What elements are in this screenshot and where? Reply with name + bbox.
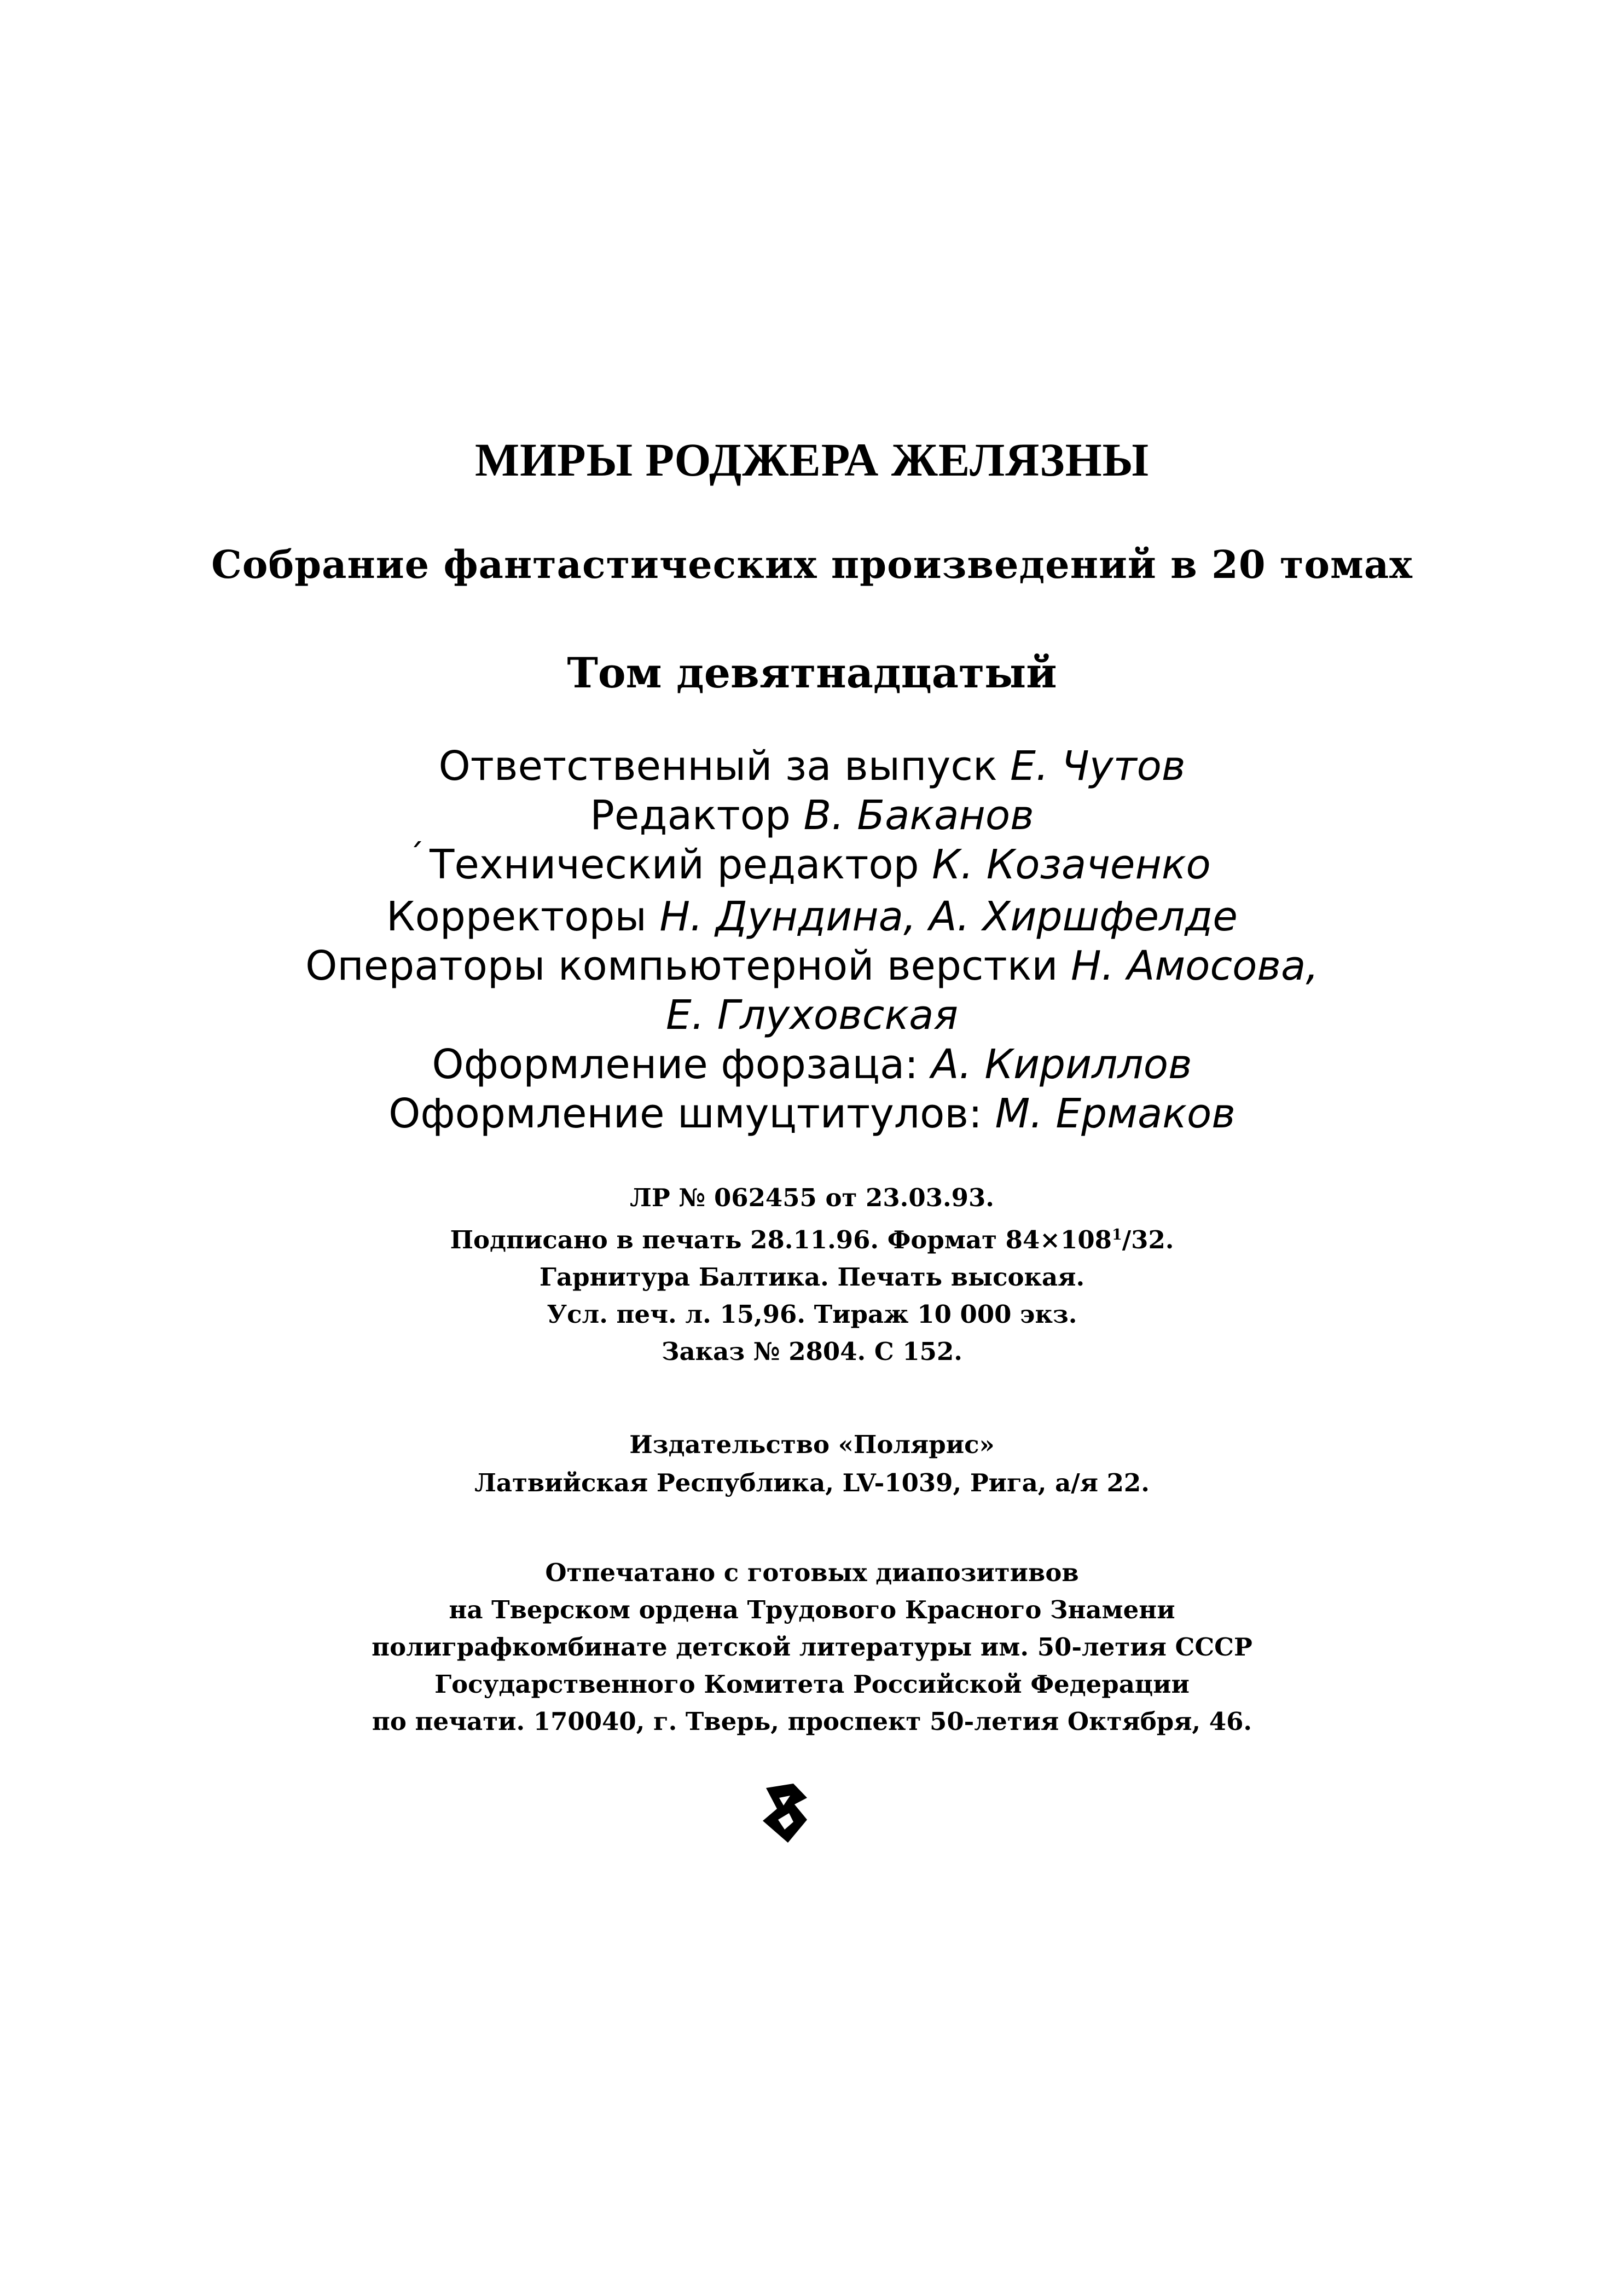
credit-name: В. Баканов [803, 792, 1034, 839]
order-line: Заказ № 2804. С 152. [662, 1337, 962, 1366]
credit-name: Е. Чутов [1010, 743, 1186, 790]
credits-list [0, 742, 1624, 1138]
publisher-name: Издательство «Полярис» [629, 1430, 995, 1459]
stray-mark: ˊ [408, 837, 425, 876]
credit-name: Н. Амосова, [1071, 942, 1319, 989]
credit-line [0, 941, 1624, 991]
credit-line [0, 791, 1624, 840]
credit-line [0, 991, 1624, 1040]
credit-line [0, 1040, 1624, 1089]
volume-title: Том девятнадцатый [567, 649, 1057, 697]
credit-line [0, 1089, 1624, 1138]
license-line: ЛР № 062455 от 23.03.93. [630, 1183, 994, 1212]
typeface-line: Гарнитура Балтика. Печать высокая. [539, 1263, 1085, 1292]
credit-role: Ответственный за выпуск [438, 743, 997, 790]
credit-role: Корректоры [386, 893, 647, 940]
credit-line [0, 892, 1624, 941]
credit-line [0, 837, 1624, 892]
printer-line: Отпечатано с готовых диапозитивов [545, 1558, 1079, 1587]
printer-line: полиграфкомбинате детской литературы им. 50-летия СССР [372, 1633, 1252, 1662]
printer-line: на Тверском ордена Трудового Красного Знамени [449, 1595, 1175, 1624]
credit-name: К. Козаченко [932, 841, 1211, 888]
credit-role: Операторы компьютерной верстки [305, 942, 1058, 989]
credit-role: Оформление форзаца: [432, 1041, 919, 1088]
printer-logo-icon [755, 1781, 815, 1847]
credit-name: А. Кириллов [931, 1041, 1192, 1088]
credit-name: Н. Дундина, А. Хиршфелде [659, 893, 1238, 940]
series-subtitle: Собрание фантастических произведений в 20 томах [211, 542, 1413, 587]
imprint-block [0, 1179, 1624, 1370]
publisher-block [0, 1426, 1624, 1502]
credit-line [0, 742, 1624, 791]
credit-role: Редактор [590, 792, 791, 839]
printer-block [0, 1554, 1624, 1740]
printer-line: Государственного Комитета Российской Федерации [434, 1670, 1190, 1699]
series-title: МИРЫ РОДЖЕРА ЖЕЛЯЗНЫ [474, 433, 1150, 486]
printer-line: по печати. 170040, г. Тверь, проспект 50-летия Октября, 46. [372, 1707, 1252, 1736]
credit-role: Технический редактор [430, 841, 919, 888]
credit-name: Е. Глуховская [665, 992, 959, 1039]
credit-role: Оформление шмуцтитулов: [388, 1090, 982, 1137]
publisher-address: Латвийская Республика, LV-1039, Рига, а/я 22. [474, 1468, 1150, 1497]
signed-line: Подписано в печать 28.11.96. Формат $84\times 108^1/32$. [450, 1225, 1174, 1254]
credit-name: М. Ермаков [995, 1090, 1236, 1137]
sheets-line: Усл. печ. л. 15,96. Тираж 10 000 экз. [547, 1300, 1077, 1329]
